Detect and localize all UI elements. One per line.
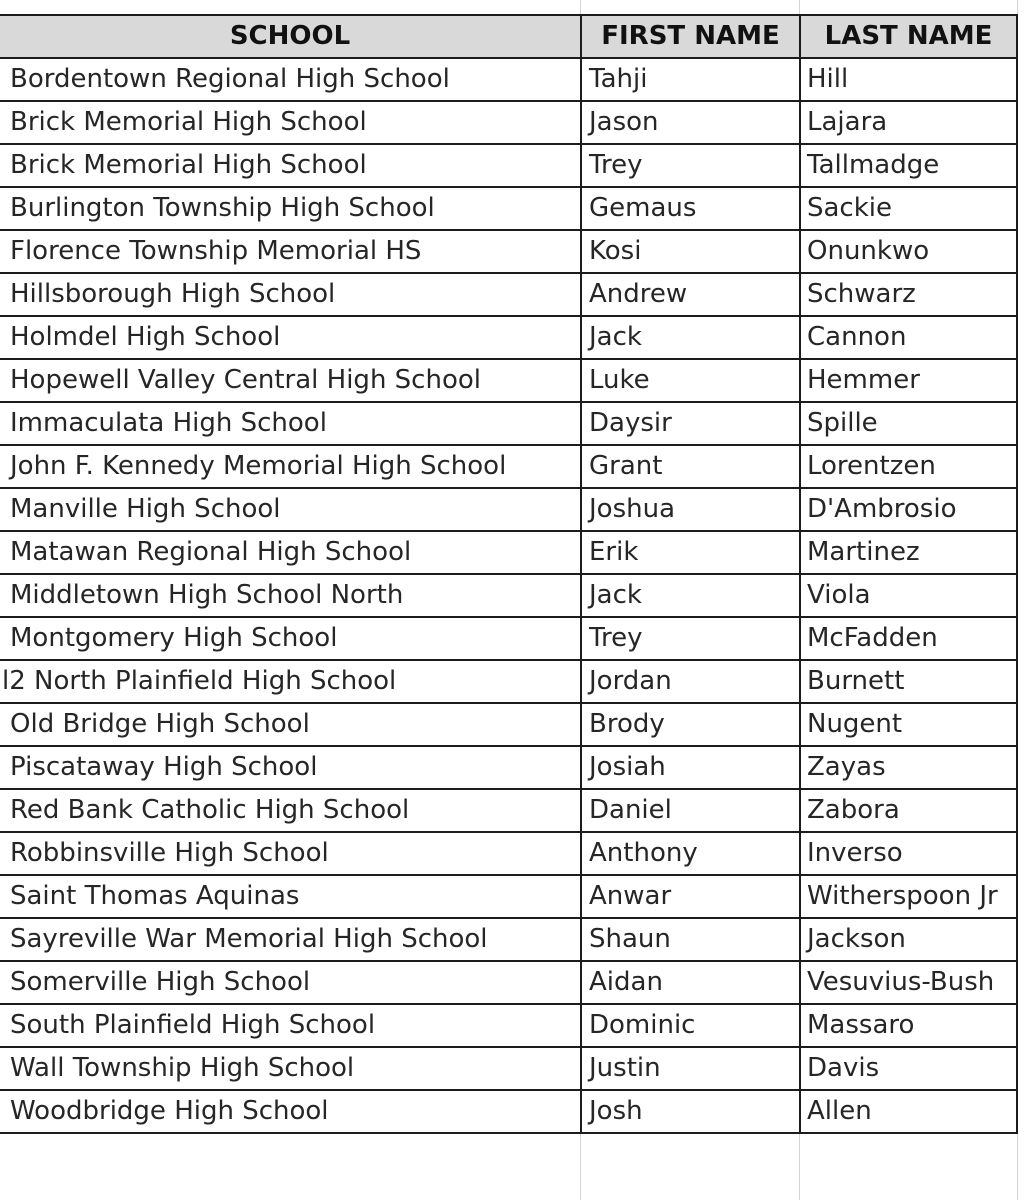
table-row (0, 445, 1017, 488)
last-name-cell[interactable]: Witherspoon Jr (800, 875, 1017, 918)
school-cell[interactable]: South Plainfield High School (0, 1004, 581, 1047)
table-row (0, 832, 1017, 875)
last-name-cell[interactable]: Onunkwo (800, 230, 1017, 273)
first-name-cell[interactable]: Luke (581, 359, 800, 402)
last-name-cell[interactable]: Zayas (800, 746, 1017, 789)
table-row (0, 1047, 1017, 1090)
school-cell[interactable]: Somerville High School (0, 961, 581, 1004)
school-cell[interactable]: Woodbridge High School (0, 1090, 581, 1133)
first-name-cell[interactable]: Anthony (581, 832, 800, 875)
header-row (0, 15, 1017, 58)
first-name-cell[interactable]: Brody (581, 703, 800, 746)
table-row (0, 531, 1017, 574)
table-row (0, 574, 1017, 617)
table-row (0, 316, 1017, 359)
school-cell[interactable]: Florence Township Memorial HS (0, 230, 581, 273)
table-row (0, 961, 1017, 1004)
first-name-cell[interactable]: Gemaus (581, 187, 800, 230)
first-name-cell[interactable]: Erik (581, 531, 800, 574)
last-name-cell[interactable]: Hill (800, 58, 1017, 101)
table-row (0, 703, 1017, 746)
school-cell[interactable]: Burlington Township High School (0, 187, 581, 230)
first-name-cell[interactable]: Jordan (581, 660, 800, 703)
first-name-cell[interactable]: Daniel (581, 789, 800, 832)
table-row (0, 187, 1017, 230)
last-name-cell[interactable]: Viola (800, 574, 1017, 617)
school-cell[interactable]: Hillsborough High School (0, 273, 581, 316)
header-school[interactable]: SCHOOL (0, 15, 581, 58)
table-row (0, 1090, 1017, 1133)
last-name-cell[interactable]: Nugent (800, 703, 1017, 746)
table-row (0, 660, 1017, 703)
header-last-name[interactable]: LAST NAME (800, 15, 1017, 58)
last-name-cell[interactable]: Vesuvius-Bush (800, 961, 1017, 1004)
first-name-cell[interactable]: Grant (581, 445, 800, 488)
school-cell[interactable]: John F. Kennedy Memorial High School (0, 445, 581, 488)
table-row (0, 488, 1017, 531)
first-name-cell[interactable]: Daysir (581, 402, 800, 445)
table-row (0, 746, 1017, 789)
roster-body (0, 58, 1017, 1133)
last-name-cell[interactable]: Sackie (800, 187, 1017, 230)
school-cell[interactable]: Saint Thomas Aquinas (0, 875, 581, 918)
first-name-cell[interactable]: Justin (581, 1047, 800, 1090)
school-cell[interactable]: Manville High School (0, 488, 581, 531)
school-cell[interactable]: l2 North Plainfield High School (0, 660, 581, 703)
school-cell[interactable]: Sayreville War Memorial High School (0, 918, 581, 961)
table-row (0, 144, 1017, 187)
first-name-cell[interactable]: Josiah (581, 746, 800, 789)
school-cell[interactable]: Hopewell Valley Central High School (0, 359, 581, 402)
school-cell[interactable]: Matawan Regional High School (0, 531, 581, 574)
roster-table (0, 14, 1018, 1134)
last-name-cell[interactable]: Cannon (800, 316, 1017, 359)
table-row (0, 359, 1017, 402)
school-cell[interactable]: Brick Memorial High School (0, 144, 581, 187)
last-name-cell[interactable]: Lajara (800, 101, 1017, 144)
school-cell[interactable]: Montgomery High School (0, 617, 581, 660)
table-row (0, 230, 1017, 273)
school-cell[interactable]: Robbinsville High School (0, 832, 581, 875)
school-cell[interactable]: Red Bank Catholic High School (0, 789, 581, 832)
last-name-cell[interactable]: D'Ambrosio (800, 488, 1017, 531)
last-name-cell[interactable]: Allen (800, 1090, 1017, 1133)
first-name-cell[interactable]: Dominic (581, 1004, 800, 1047)
table-row (0, 875, 1017, 918)
first-name-cell[interactable]: Josh (581, 1090, 800, 1133)
header-first-name[interactable]: FIRST NAME (581, 15, 800, 58)
last-name-cell[interactable]: McFadden (800, 617, 1017, 660)
school-cell[interactable]: Middletown High School North (0, 574, 581, 617)
table-row (0, 617, 1017, 660)
school-cell[interactable]: Piscataway High School (0, 746, 581, 789)
last-name-cell[interactable]: Burnett (800, 660, 1017, 703)
first-name-cell[interactable]: Joshua (581, 488, 800, 531)
table-row (0, 273, 1017, 316)
last-name-cell[interactable]: Tallmadge (800, 144, 1017, 187)
last-name-cell[interactable]: Lorentzen (800, 445, 1017, 488)
first-name-cell[interactable]: Shaun (581, 918, 800, 961)
last-name-cell[interactable]: Jackson (800, 918, 1017, 961)
school-cell[interactable]: Old Bridge High School (0, 703, 581, 746)
school-cell[interactable]: Wall Township High School (0, 1047, 581, 1090)
last-name-cell[interactable]: Hemmer (800, 359, 1017, 402)
last-name-cell[interactable]: Spille (800, 402, 1017, 445)
table-row (0, 789, 1017, 832)
last-name-cell[interactable]: Zabora (800, 789, 1017, 832)
table-row (0, 58, 1017, 101)
first-name-cell[interactable]: Trey (581, 144, 800, 187)
school-cell[interactable]: Immaculata High School (0, 402, 581, 445)
school-cell[interactable]: Holmdel High School (0, 316, 581, 359)
school-cell[interactable]: Bordentown Regional High School (0, 58, 581, 101)
first-name-cell[interactable]: Anwar (581, 875, 800, 918)
first-name-cell[interactable]: Trey (581, 617, 800, 660)
first-name-cell[interactable]: Andrew (581, 273, 800, 316)
school-cell[interactable]: Brick Memorial High School (0, 101, 581, 144)
first-name-cell[interactable]: Jack (581, 316, 800, 359)
table-row (0, 918, 1017, 961)
last-name-cell[interactable]: Martinez (800, 531, 1017, 574)
table-row (0, 402, 1017, 445)
last-name-cell[interactable]: Schwarz (800, 273, 1017, 316)
table-row (0, 1004, 1017, 1047)
first-name-cell[interactable]: Kosi (581, 230, 800, 273)
first-name-cell[interactable]: Tahji (581, 58, 800, 101)
first-name-cell[interactable]: Aidan (581, 961, 800, 1004)
table-row (0, 101, 1017, 144)
first-name-cell[interactable]: Jack (581, 574, 800, 617)
last-name-cell[interactable]: Davis (800, 1047, 1017, 1090)
first-name-cell[interactable]: Jason (581, 101, 800, 144)
last-name-cell[interactable]: Massaro (800, 1004, 1017, 1047)
top-strip (0, 0, 1030, 14)
last-name-cell[interactable]: Inverso (800, 832, 1017, 875)
